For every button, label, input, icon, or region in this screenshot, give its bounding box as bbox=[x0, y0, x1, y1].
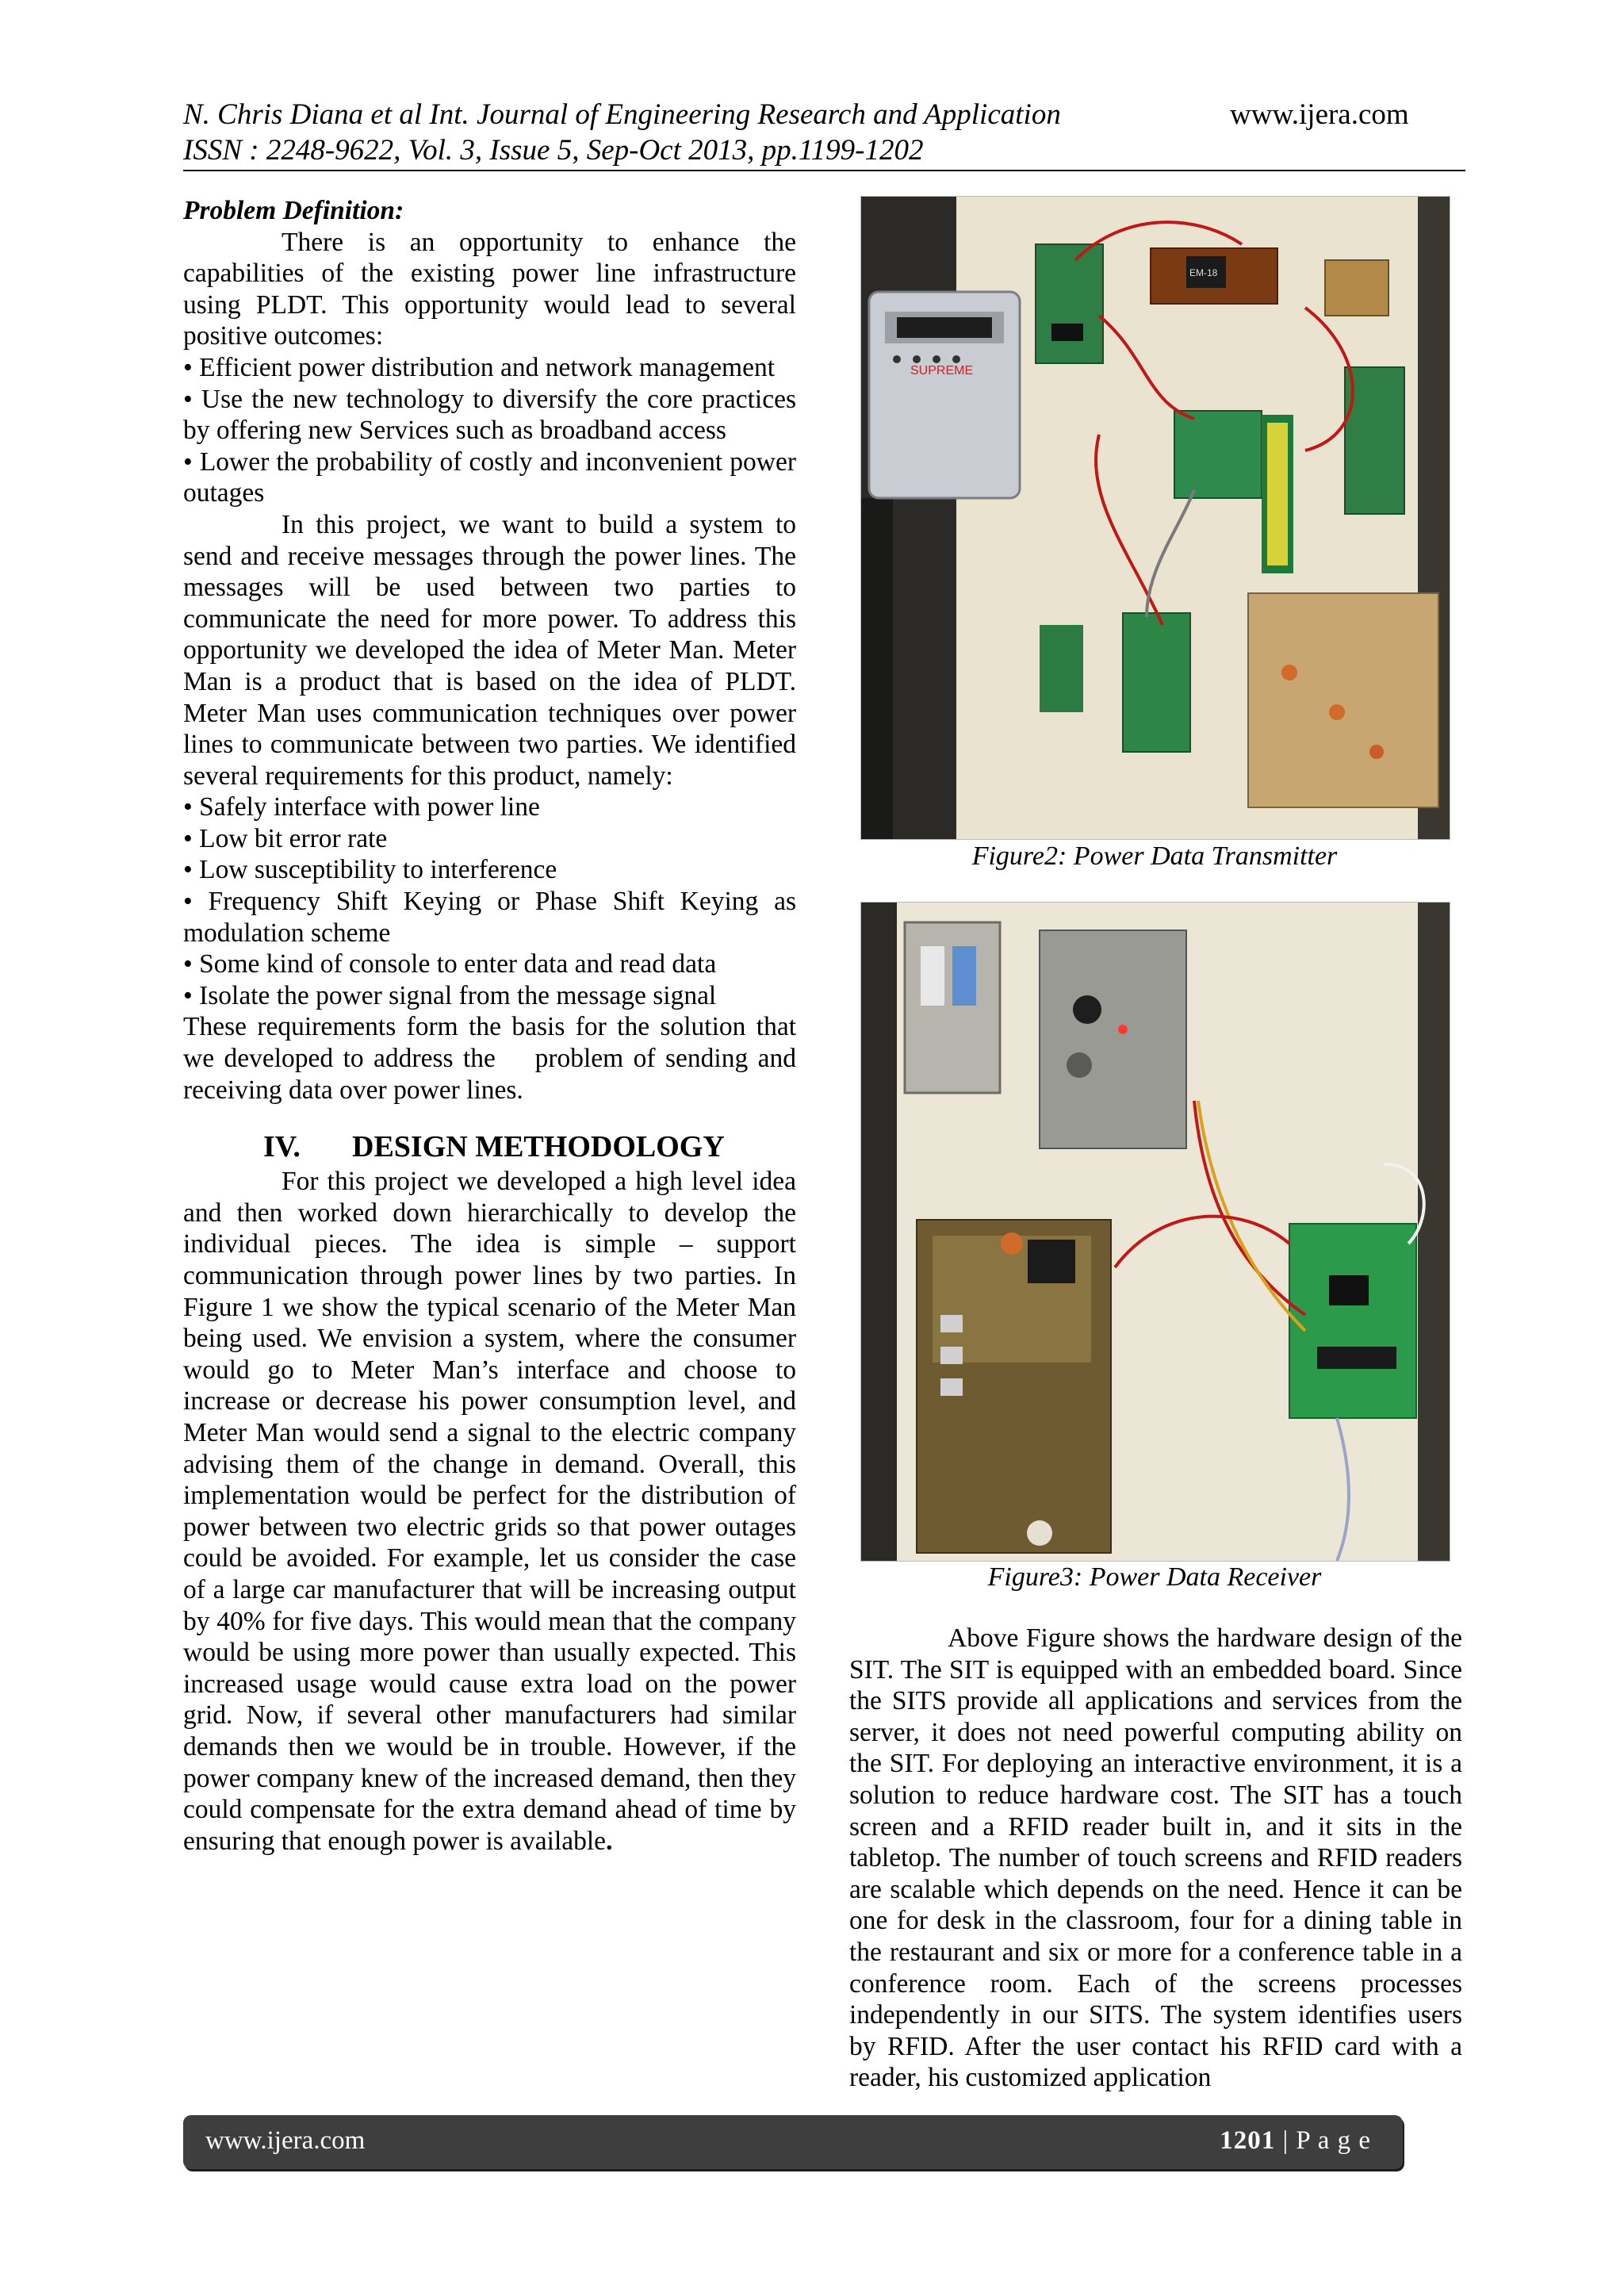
bullet-item: • Low susceptibility to interference bbox=[183, 855, 557, 885]
paragraph: In this project, we want to build a system to send and receive messages through the power lines. The messages will be used between two parties to communicate the need for more power. To address this opportunity we developed the idea of Meter Man. Meter Man is a product that is based on the idea of PLDT. Meter Man uses communication techniques over power lines to communicate between two parties. We identified several requirements for this product, namely: bbox=[183, 509, 796, 791]
figure2-caption: Figure2: Power Data Transmitter bbox=[971, 841, 1338, 871]
section-title: DESIGN METHODOLOGY bbox=[352, 1130, 725, 1164]
section-heading bbox=[263, 1129, 796, 1164]
meter-brand-text: SUPREME bbox=[910, 364, 974, 378]
journal-header-title: N. Chris Diana et al Int. Journal of Engineering Research and Application bbox=[183, 98, 1061, 131]
figure2-illustration bbox=[861, 197, 1450, 839]
paragraph: There is an opportunity to enhance the capabilities of the existing power line infrastructure using PLDT. This opportunity would lead to several positive outcomes: bbox=[183, 227, 796, 351]
header-divider bbox=[183, 170, 1465, 171]
figure2-photo bbox=[860, 196, 1450, 840]
paragraph bbox=[183, 1166, 796, 1857]
bullet-item: • Safely interface with power line bbox=[183, 792, 540, 822]
bullet-item: • Efficient power distribution and network management bbox=[183, 352, 776, 382]
figure3-caption: Figure3: Power Data Receiver bbox=[987, 1562, 1322, 1592]
footer-url: www.ijera.com bbox=[205, 2126, 366, 2155]
bullet-item: • Isolate the power signal from the message signal bbox=[183, 980, 717, 1010]
bullet-item: • Use the new technology to diversify the core practices by offering new Services such as broadband access bbox=[183, 384, 796, 446]
paragraph: These requirements form the basis for the solution that we developed to address the problem of sending and receiving data over power lines. bbox=[183, 1012, 803, 1105]
page-number-value: 1201 bbox=[1220, 2126, 1276, 2155]
page-label: | P a g e bbox=[1275, 2126, 1371, 2155]
problem-definition-heading: Problem Definition: bbox=[183, 196, 404, 225]
bullet-item: • Low bit error rate bbox=[183, 823, 388, 853]
bullet-item: • Some kind of console to enter data and read data bbox=[183, 949, 717, 979]
bullet-item: • Lower the probability of costly and inconvenient power outages bbox=[183, 447, 796, 508]
page-number bbox=[1220, 2126, 1371, 2156]
paragraph: Above Figure shows the hardware design of the SIT. The SIT is equipped with an embedded board. Since the SITS provide all applications and services from the server, it does not need powerful computing ability on the SIT. For deploying an interactive environment, it is a solution to reduce hardware cost. The SIT has a touch screen and a RFID reader built in, and it sits in the tabletop. The number of touch screens and RFID readers are scalable which depends on the need. Hence it can be one for desk in the classroom, four for a dining table in the restaurant and six or more for a conference table in a conference room. Each of the screens processes independently in our SITS. The system identifies users by RFID. After the user contact his RFID card with a reader, his customized application bbox=[849, 1623, 1462, 2093]
journal-header-issn: ISSN : 2248-9622, Vol. 3, Issue 5, Sep-Oct 2013, pp.1199-1202 bbox=[183, 134, 924, 167]
right-column bbox=[849, 1623, 1462, 2094]
figure3-illustration bbox=[861, 903, 1450, 1561]
journal-header-url: www.ijera.com bbox=[1230, 98, 1409, 131]
bullet-item: • Frequency Shift Keying or Phase Shift Keying as modulation scheme bbox=[183, 887, 796, 948]
page-footer bbox=[183, 2115, 1403, 2169]
paragraph-end: . bbox=[606, 1826, 613, 1856]
section-number: IV. bbox=[263, 1130, 301, 1164]
figure3-photo bbox=[860, 902, 1450, 1562]
left-column bbox=[183, 195, 803, 1857]
rfid-module-text: EM-18 bbox=[1189, 267, 1218, 278]
paragraph-text: For this project we developed a high level idea and then worked down hierarchically to develop the individual pieces. The idea is simple – support communication through power lines by two parties. In Figure 1 we show the typical scenario of the Meter Man being used. We envision a system, where the consumer would go to Meter Man’s interface and choose to increase or decrease his power consumption level, and Meter Man would send a signal to the electric company advising them of the change in demand. Overall, this implementation would be perfect for the distribution of power between two electric grids so that power outages could be avoided. For example, let us consider the case of a large car manufacturer that will be increasing output by 40% for five days. This would mean that the company would be using more power than usually expected. This increased usage would cause extra load on the power grid. Now, if several other manufacturers had similar demands then we would be in trouble. However, if the power company knew of the increased demand, then they could compensate for the extra demand ahead of time by ensuring that enough power is available bbox=[183, 1167, 796, 1856]
